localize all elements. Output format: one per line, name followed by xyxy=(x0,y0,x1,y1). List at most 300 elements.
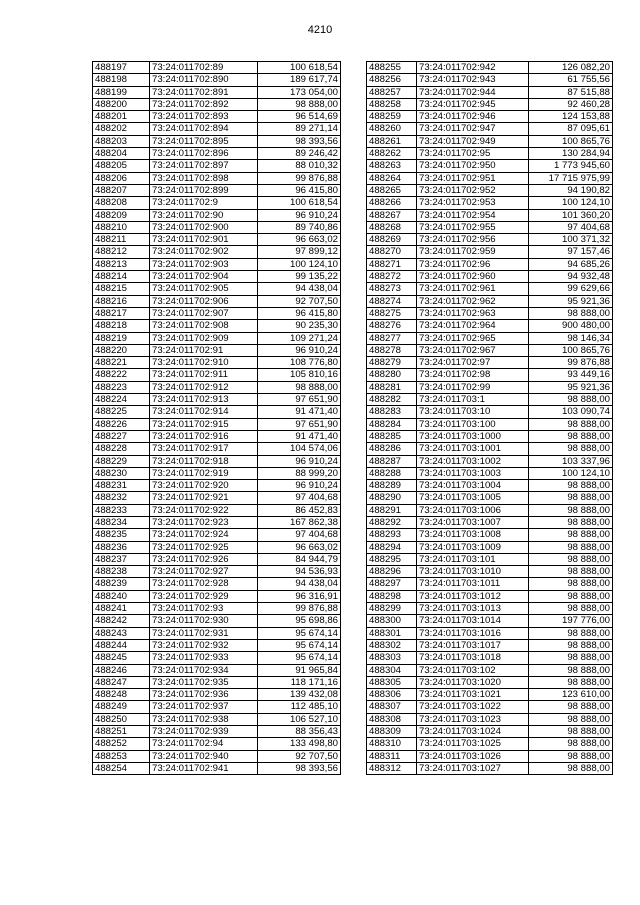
value-cell: 96 910,24 xyxy=(258,344,341,356)
cadastral-number-cell: 73:24:011702:920 xyxy=(150,480,258,492)
table-row xyxy=(93,234,341,246)
table-row xyxy=(367,615,613,627)
table-row xyxy=(367,738,613,750)
row-number-cell: 488286 xyxy=(367,443,417,455)
cadastral-number-cell: 73:24:011702:922 xyxy=(150,504,258,516)
table-row xyxy=(93,664,341,676)
value-cell: 104 574,06 xyxy=(258,443,341,455)
table-row xyxy=(367,234,613,246)
table-row xyxy=(367,726,613,738)
cadastral-number-cell: 73:24:011702:919 xyxy=(150,467,258,479)
table-row xyxy=(367,750,613,762)
value-cell: 189 617,74 xyxy=(258,74,341,86)
value-cell: 96 415,80 xyxy=(258,307,341,319)
table-row xyxy=(367,184,613,196)
value-cell: 130 284,94 xyxy=(529,148,613,160)
row-number-cell: 488233 xyxy=(93,504,150,516)
value-cell: 94 190,82 xyxy=(529,184,613,196)
table-row xyxy=(367,762,613,774)
table-row xyxy=(367,62,613,74)
cadastral-number-cell: 73:24:011703:1023 xyxy=(417,713,529,725)
value-cell: 105 810,16 xyxy=(258,369,341,381)
cadastral-number-cell: 73:24:011702:949 xyxy=(417,135,529,147)
cadastral-number-cell: 73:24:011703:101 xyxy=(417,553,529,565)
cadastral-number-cell: 73:24:011702:932 xyxy=(150,639,258,651)
cadastral-number-cell: 73:24:011703:1009 xyxy=(417,541,529,553)
value-cell: 100 124,10 xyxy=(258,258,341,270)
cadastral-number-cell: 73:24:011702:936 xyxy=(150,689,258,701)
value-cell: 100 618,54 xyxy=(258,62,341,74)
row-number-cell: 488261 xyxy=(367,135,417,147)
row-number-cell: 488295 xyxy=(367,553,417,565)
value-cell: 93 449,16 xyxy=(529,369,613,381)
table-row xyxy=(93,676,341,688)
table-row xyxy=(93,430,341,442)
cadastral-number-cell: 73:24:011702:907 xyxy=(150,307,258,319)
table-row xyxy=(367,676,613,688)
row-number-cell: 488246 xyxy=(93,664,150,676)
cadastral-number-cell: 73:24:011703:1026 xyxy=(417,750,529,762)
table-row xyxy=(367,246,613,258)
cadastral-number-cell: 73:24:011702:895 xyxy=(150,135,258,147)
table-row xyxy=(367,430,613,442)
row-number-cell: 488231 xyxy=(93,480,150,492)
table-row xyxy=(367,271,613,283)
cadastral-number-cell: 73:24:011702:97 xyxy=(417,357,529,369)
value-cell: 99 629,66 xyxy=(529,283,613,295)
table-row xyxy=(367,480,613,492)
cadastral-number-cell: 73:24:011702:960 xyxy=(417,271,529,283)
table-row xyxy=(367,467,613,479)
cadastral-number-cell: 73:24:011702:944 xyxy=(417,86,529,98)
table-row xyxy=(367,98,613,110)
value-cell: 96 415,80 xyxy=(258,184,341,196)
table-row xyxy=(93,443,341,455)
cadastral-table-right xyxy=(366,61,613,775)
value-cell: 98 888,00 xyxy=(529,750,613,762)
cadastral-number-cell: 73:24:011702:931 xyxy=(150,627,258,639)
table-row xyxy=(93,627,341,639)
row-number-cell: 488214 xyxy=(93,271,150,283)
table-row xyxy=(367,148,613,160)
value-cell: 96 514,69 xyxy=(258,111,341,123)
table-row xyxy=(367,135,613,147)
cadastral-number-cell: 73:24:011702:910 xyxy=(150,357,258,369)
cadastral-number-cell: 73:24:011702:939 xyxy=(150,726,258,738)
value-cell: 84 944,79 xyxy=(258,553,341,565)
cadastral-table-left xyxy=(92,61,341,775)
value-cell: 89 246,42 xyxy=(258,148,341,160)
table-row xyxy=(367,307,613,319)
table-row xyxy=(93,295,341,307)
value-cell: 98 888,00 xyxy=(529,713,613,725)
row-number-cell: 488301 xyxy=(367,627,417,639)
row-number-cell: 488293 xyxy=(367,529,417,541)
cadastral-number-cell: 73:24:011702:893 xyxy=(150,111,258,123)
table-row xyxy=(93,418,341,430)
table-row xyxy=(93,62,341,74)
value-cell: 97 404,68 xyxy=(258,529,341,541)
value-cell: 98 888,00 xyxy=(258,98,341,110)
cadastral-number-cell: 73:24:011702:924 xyxy=(150,529,258,541)
cadastral-number-cell: 73:24:011703:1020 xyxy=(417,676,529,688)
row-number-cell: 488210 xyxy=(93,221,150,233)
cadastral-number-cell: 73:24:011702:923 xyxy=(150,516,258,528)
row-number-cell: 488298 xyxy=(367,590,417,602)
value-cell: 96 663,02 xyxy=(258,234,341,246)
cadastral-number-cell: 73:24:011702:928 xyxy=(150,578,258,590)
table-row xyxy=(93,320,341,332)
value-cell: 126 082,20 xyxy=(529,62,613,74)
table-row xyxy=(93,615,341,627)
table-row xyxy=(367,86,613,98)
table-row xyxy=(93,652,341,664)
row-number-cell: 488310 xyxy=(367,738,417,750)
value-cell: 88 356,43 xyxy=(258,726,341,738)
value-cell: 98 393,56 xyxy=(258,762,341,774)
value-cell: 100 618,54 xyxy=(258,197,341,209)
value-cell: 98 888,00 xyxy=(529,701,613,713)
table-row xyxy=(93,307,341,319)
row-number-cell: 488228 xyxy=(93,443,150,455)
row-number-cell: 488251 xyxy=(93,726,150,738)
row-number-cell: 488244 xyxy=(93,639,150,651)
value-cell: 92 707,50 xyxy=(258,295,341,307)
value-cell: 91 965,84 xyxy=(258,664,341,676)
row-number-cell: 488209 xyxy=(93,209,150,221)
row-number-cell: 488245 xyxy=(93,652,150,664)
row-number-cell: 488215 xyxy=(93,283,150,295)
row-number-cell: 488249 xyxy=(93,701,150,713)
row-number-cell: 488232 xyxy=(93,492,150,504)
row-number-cell: 488203 xyxy=(93,135,150,147)
row-number-cell: 488305 xyxy=(367,676,417,688)
value-cell: 197 776,00 xyxy=(529,615,613,627)
cadastral-number-cell: 73:24:011702:89 xyxy=(150,62,258,74)
row-number-cell: 488294 xyxy=(367,541,417,553)
value-cell: 98 888,00 xyxy=(529,492,613,504)
value-cell: 98 888,00 xyxy=(529,529,613,541)
row-number-cell: 488256 xyxy=(367,74,417,86)
table-row xyxy=(367,172,613,184)
cadastral-number-cell: 73:24:011702:891 xyxy=(150,86,258,98)
value-cell: 97 899,12 xyxy=(258,246,341,258)
table-row xyxy=(367,209,613,221)
row-number-cell: 488202 xyxy=(93,123,150,135)
value-cell: 100 371,32 xyxy=(529,234,613,246)
value-cell: 97 157,46 xyxy=(529,246,613,258)
table-row xyxy=(93,332,341,344)
value-cell: 97 651,90 xyxy=(258,394,341,406)
row-number-cell: 488200 xyxy=(93,98,150,110)
cadastral-number-cell: 73:24:011703:1012 xyxy=(417,590,529,602)
value-cell: 98 888,00 xyxy=(529,553,613,565)
cadastral-number-cell: 73:24:011702:963 xyxy=(417,307,529,319)
value-cell: 99 876,88 xyxy=(258,172,341,184)
cadastral-number-cell: 73:24:011703:102 xyxy=(417,664,529,676)
cadastral-number-cell: 73:24:011702:951 xyxy=(417,172,529,184)
value-cell: 99 135,22 xyxy=(258,271,341,283)
cadastral-number-cell: 73:24:011702:967 xyxy=(417,344,529,356)
row-number-cell: 488300 xyxy=(367,615,417,627)
table-row xyxy=(367,344,613,356)
row-number-cell: 488197 xyxy=(93,62,150,74)
table-row xyxy=(93,357,341,369)
row-number-cell: 488226 xyxy=(93,418,150,430)
cadastral-number-cell: 73:24:011702:901 xyxy=(150,234,258,246)
row-number-cell: 488283 xyxy=(367,406,417,418)
cadastral-number-cell: 73:24:011703:1014 xyxy=(417,615,529,627)
cadastral-number-cell: 73:24:011702:894 xyxy=(150,123,258,135)
value-cell: 94 438,04 xyxy=(258,578,341,590)
value-cell: 95 674,14 xyxy=(258,627,341,639)
row-number-cell: 488227 xyxy=(93,430,150,442)
cadastral-number-cell: 73:24:011702:945 xyxy=(417,98,529,110)
row-number-cell: 488234 xyxy=(93,516,150,528)
row-number-cell: 488253 xyxy=(93,750,150,762)
cadastral-number-cell: 73:24:011702:99 xyxy=(417,381,529,393)
row-number-cell: 488252 xyxy=(93,738,150,750)
cadastral-number-cell: 73:24:011702:959 xyxy=(417,246,529,258)
table-row xyxy=(367,74,613,86)
table-row xyxy=(367,603,613,615)
row-number-cell: 488285 xyxy=(367,430,417,442)
row-number-cell: 488309 xyxy=(367,726,417,738)
cadastral-number-cell: 73:24:011703:1025 xyxy=(417,738,529,750)
row-number-cell: 488276 xyxy=(367,320,417,332)
cadastral-number-cell: 73:24:011702:950 xyxy=(417,160,529,172)
table-row xyxy=(367,713,613,725)
value-cell: 98 888,00 xyxy=(529,578,613,590)
row-number-cell: 488199 xyxy=(93,86,150,98)
table-row xyxy=(93,246,341,258)
cadastral-number-cell: 73:24:011702:904 xyxy=(150,271,258,283)
table-row xyxy=(93,123,341,135)
value-cell: 96 910,24 xyxy=(258,455,341,467)
row-number-cell: 488272 xyxy=(367,271,417,283)
cadastral-number-cell: 73:24:011703:1011 xyxy=(417,578,529,590)
row-number-cell: 488267 xyxy=(367,209,417,221)
value-cell: 98 888,00 xyxy=(529,627,613,639)
value-cell: 108 776,80 xyxy=(258,357,341,369)
table-row xyxy=(93,529,341,541)
row-number-cell: 488311 xyxy=(367,750,417,762)
row-number-cell: 488207 xyxy=(93,184,150,196)
cadastral-number-cell: 73:24:011702:941 xyxy=(150,762,258,774)
value-cell: 106 527,10 xyxy=(258,713,341,725)
cadastral-number-cell: 73:24:011703:1004 xyxy=(417,480,529,492)
cadastral-number-cell: 73:24:011702:9 xyxy=(150,197,258,209)
cadastral-number-cell: 73:24:011703:1002 xyxy=(417,455,529,467)
value-cell: 95 921,36 xyxy=(529,295,613,307)
value-cell: 100 124,10 xyxy=(529,467,613,479)
table-row xyxy=(367,541,613,553)
value-cell: 94 536,93 xyxy=(258,566,341,578)
table-row xyxy=(93,344,341,356)
cadastral-number-cell: 73:24:011702:913 xyxy=(150,394,258,406)
value-cell: 139 432,08 xyxy=(258,689,341,701)
cadastral-number-cell: 73:24:011702:921 xyxy=(150,492,258,504)
cadastral-number-cell: 73:24:011702:964 xyxy=(417,320,529,332)
cadastral-number-cell: 73:24:011702:94 xyxy=(150,738,258,750)
row-number-cell: 488217 xyxy=(93,307,150,319)
row-number-cell: 488275 xyxy=(367,307,417,319)
cadastral-number-cell: 73:24:011702:917 xyxy=(150,443,258,455)
value-cell: 91 471,40 xyxy=(258,430,341,442)
cadastral-number-cell: 73:24:011702:962 xyxy=(417,295,529,307)
cadastral-number-cell: 73:24:011702:911 xyxy=(150,369,258,381)
value-cell: 97 404,68 xyxy=(258,492,341,504)
cadastral-number-cell: 73:24:011702:934 xyxy=(150,664,258,676)
cadastral-number-cell: 73:24:011703:1005 xyxy=(417,492,529,504)
cadastral-number-cell: 73:24:011703:1008 xyxy=(417,529,529,541)
cadastral-number-cell: 73:24:011702:915 xyxy=(150,418,258,430)
value-cell: 98 888,00 xyxy=(529,394,613,406)
row-number-cell: 488241 xyxy=(93,603,150,615)
table-row xyxy=(367,590,613,602)
row-number-cell: 488239 xyxy=(93,578,150,590)
cadastral-number-cell: 73:24:011702:918 xyxy=(150,455,258,467)
table-row xyxy=(93,639,341,651)
cadastral-number-cell: 73:24:011702:925 xyxy=(150,541,258,553)
value-cell: 98 888,00 xyxy=(529,541,613,553)
cadastral-number-cell: 73:24:011702:912 xyxy=(150,381,258,393)
row-number-cell: 488229 xyxy=(93,455,150,467)
cadastral-number-cell: 73:24:011703:1017 xyxy=(417,639,529,651)
cadastral-number-cell: 73:24:011702:933 xyxy=(150,652,258,664)
cadastral-number-cell: 73:24:011703:1007 xyxy=(417,516,529,528)
table-row xyxy=(93,381,341,393)
table-row xyxy=(367,381,613,393)
table-row xyxy=(367,455,613,467)
value-cell: 101 360,20 xyxy=(529,209,613,221)
row-number-cell: 488296 xyxy=(367,566,417,578)
table-row xyxy=(93,492,341,504)
row-number-cell: 488258 xyxy=(367,98,417,110)
cadastral-number-cell: 73:24:011702:952 xyxy=(417,184,529,196)
value-cell: 112 485,10 xyxy=(258,701,341,713)
row-number-cell: 488271 xyxy=(367,258,417,270)
cadastral-number-cell: 73:24:011702:906 xyxy=(150,295,258,307)
row-number-cell: 488265 xyxy=(367,184,417,196)
table-row xyxy=(367,320,613,332)
cadastral-number-cell: 73:24:011702:929 xyxy=(150,590,258,602)
value-cell: 99 876,88 xyxy=(529,357,613,369)
row-number-cell: 488260 xyxy=(367,123,417,135)
row-number-cell: 488230 xyxy=(93,467,150,479)
table-body-right xyxy=(367,62,613,775)
table-row xyxy=(367,332,613,344)
value-cell: 17 715 975,99 xyxy=(529,172,613,184)
value-cell: 97 651,90 xyxy=(258,418,341,430)
row-number-cell: 488289 xyxy=(367,480,417,492)
value-cell: 95 674,14 xyxy=(258,639,341,651)
table-row xyxy=(93,160,341,172)
table-row xyxy=(367,258,613,270)
value-cell: 94 438,04 xyxy=(258,283,341,295)
cadastral-number-cell: 73:24:011702:93 xyxy=(150,603,258,615)
row-number-cell: 488248 xyxy=(93,689,150,701)
row-number-cell: 488266 xyxy=(367,197,417,209)
value-cell: 98 888,00 xyxy=(529,430,613,442)
row-number-cell: 488235 xyxy=(93,529,150,541)
cadastral-number-cell: 73:24:011702:965 xyxy=(417,332,529,344)
cadastral-number-cell: 73:24:011702:954 xyxy=(417,209,529,221)
table-body-left xyxy=(93,62,341,775)
table-row xyxy=(93,578,341,590)
value-cell: 98 888,00 xyxy=(529,738,613,750)
value-cell: 98 146,34 xyxy=(529,332,613,344)
row-number-cell: 488218 xyxy=(93,320,150,332)
cadastral-number-cell: 73:24:011702:892 xyxy=(150,98,258,110)
cadastral-number-cell: 73:24:011702:96 xyxy=(417,258,529,270)
value-cell: 86 452,83 xyxy=(258,504,341,516)
table-row xyxy=(367,111,613,123)
table-row xyxy=(367,443,613,455)
cadastral-number-cell: 73:24:011702:916 xyxy=(150,430,258,442)
row-number-cell: 488240 xyxy=(93,590,150,602)
cadastral-number-cell: 73:24:011703:1001 xyxy=(417,443,529,455)
value-cell: 94 932,48 xyxy=(529,271,613,283)
value-cell: 91 471,40 xyxy=(258,406,341,418)
value-cell: 124 153,88 xyxy=(529,111,613,123)
value-cell: 98 888,00 xyxy=(529,639,613,651)
table-row xyxy=(367,516,613,528)
row-number-cell: 488255 xyxy=(367,62,417,74)
row-number-cell: 488216 xyxy=(93,295,150,307)
cadastral-number-cell: 73:24:011703:1013 xyxy=(417,603,529,615)
table-row xyxy=(93,738,341,750)
cadastral-number-cell: 73:24:011702:899 xyxy=(150,184,258,196)
row-number-cell: 488264 xyxy=(367,172,417,184)
cadastral-number-cell: 73:24:011702:95 xyxy=(417,148,529,160)
cadastral-number-cell: 73:24:011702:98 xyxy=(417,369,529,381)
table-row xyxy=(367,418,613,430)
value-cell: 99 876,88 xyxy=(258,603,341,615)
table-row xyxy=(93,184,341,196)
value-cell: 98 888,00 xyxy=(529,480,613,492)
row-number-cell: 488262 xyxy=(367,148,417,160)
value-cell: 103 090,74 xyxy=(529,406,613,418)
cadastral-number-cell: 73:24:011702:91 xyxy=(150,344,258,356)
row-number-cell: 488269 xyxy=(367,234,417,246)
value-cell: 96 663,02 xyxy=(258,541,341,553)
value-cell: 88 999,20 xyxy=(258,467,341,479)
row-number-cell: 488201 xyxy=(93,111,150,123)
table-row xyxy=(93,406,341,418)
row-number-cell: 488281 xyxy=(367,381,417,393)
table-row xyxy=(93,394,341,406)
row-number-cell: 488224 xyxy=(93,394,150,406)
value-cell: 89 271,14 xyxy=(258,123,341,135)
row-number-cell: 488263 xyxy=(367,160,417,172)
table-row xyxy=(367,652,613,664)
cadastral-number-cell: 73:24:011703:1 xyxy=(417,394,529,406)
row-number-cell: 488291 xyxy=(367,504,417,516)
row-number-cell: 488304 xyxy=(367,664,417,676)
value-cell: 98 888,00 xyxy=(529,762,613,774)
value-cell: 1 773 945,60 xyxy=(529,160,613,172)
row-number-cell: 488236 xyxy=(93,541,150,553)
table-row xyxy=(93,701,341,713)
value-cell: 103 337,96 xyxy=(529,455,613,467)
cadastral-number-cell: 73:24:011703:1021 xyxy=(417,689,529,701)
row-number-cell: 488268 xyxy=(367,221,417,233)
table-row xyxy=(367,529,613,541)
table-row xyxy=(93,283,341,295)
row-number-cell: 488222 xyxy=(93,369,150,381)
value-cell: 123 610,00 xyxy=(529,689,613,701)
